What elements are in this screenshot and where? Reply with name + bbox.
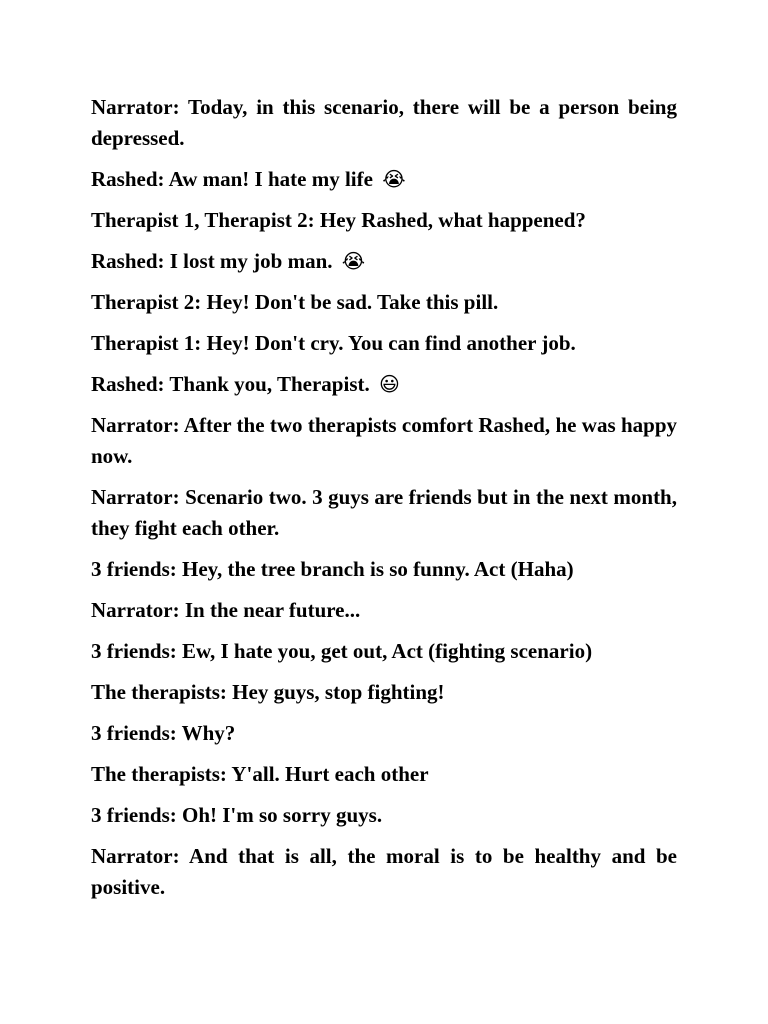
script-line	[91, 595, 677, 626]
line-text: Narrator: After the two therapists comfort Rashed, he was happy now.	[91, 413, 677, 468]
line-text: Rashed: I lost my job man.	[91, 249, 333, 273]
script-line	[91, 800, 677, 831]
line-text: The therapists: Y'all. Hurt each other	[91, 762, 429, 786]
script-line	[91, 482, 677, 544]
line-text: Rashed: Thank you, Therapist.	[91, 372, 370, 396]
script-line	[91, 287, 677, 318]
script-line	[91, 410, 677, 472]
script-line	[91, 554, 677, 585]
script-line	[91, 205, 677, 236]
crying-face-icon: 😭	[341, 249, 366, 273]
line-text: The therapists: Hey guys, stop fighting!	[91, 680, 445, 704]
smiling-face-icon: 😃	[378, 372, 400, 396]
line-text: Therapist 1, Therapist 2: Hey Rashed, what happened?	[91, 208, 586, 232]
line-text: 3 friends: Ew, I hate you, get out, Act (fighting scenario)	[91, 639, 593, 663]
script-line	[91, 92, 677, 154]
script-line	[91, 718, 677, 749]
line-text: Narrator: Today, in this scenario, there will be a person being depressed.	[91, 95, 677, 150]
line-text: Narrator: Scenario two. 3 guys are friends but in the next month, they fight each other.	[91, 485, 677, 540]
script-line	[91, 369, 677, 400]
line-text: 3 friends: Oh! I'm so sorry guys.	[91, 803, 383, 827]
script-line	[91, 841, 677, 903]
script-line	[91, 328, 677, 359]
line-text: Therapist 1: Hey! Don't cry. You can find another job.	[91, 331, 576, 355]
line-text: Narrator: In the near future...	[91, 598, 361, 622]
script-document	[91, 92, 677, 913]
line-text: Therapist 2: Hey! Don't be sad. Take this pill.	[91, 290, 499, 314]
script-line	[91, 677, 677, 708]
crying-face-icon: 😭	[382, 167, 406, 191]
line-text: 3 friends: Why?	[91, 721, 236, 745]
script-line	[91, 164, 677, 195]
line-text: Rashed: Aw man! I hate my life	[91, 167, 373, 191]
script-line	[91, 636, 677, 667]
script-line	[91, 246, 677, 277]
script-line	[91, 759, 677, 790]
line-text: Narrator: And that is all, the moral is to be healthy and be positive.	[91, 844, 677, 899]
line-text: 3 friends: Hey, the tree branch is so funny. Act (Haha)	[91, 557, 574, 581]
